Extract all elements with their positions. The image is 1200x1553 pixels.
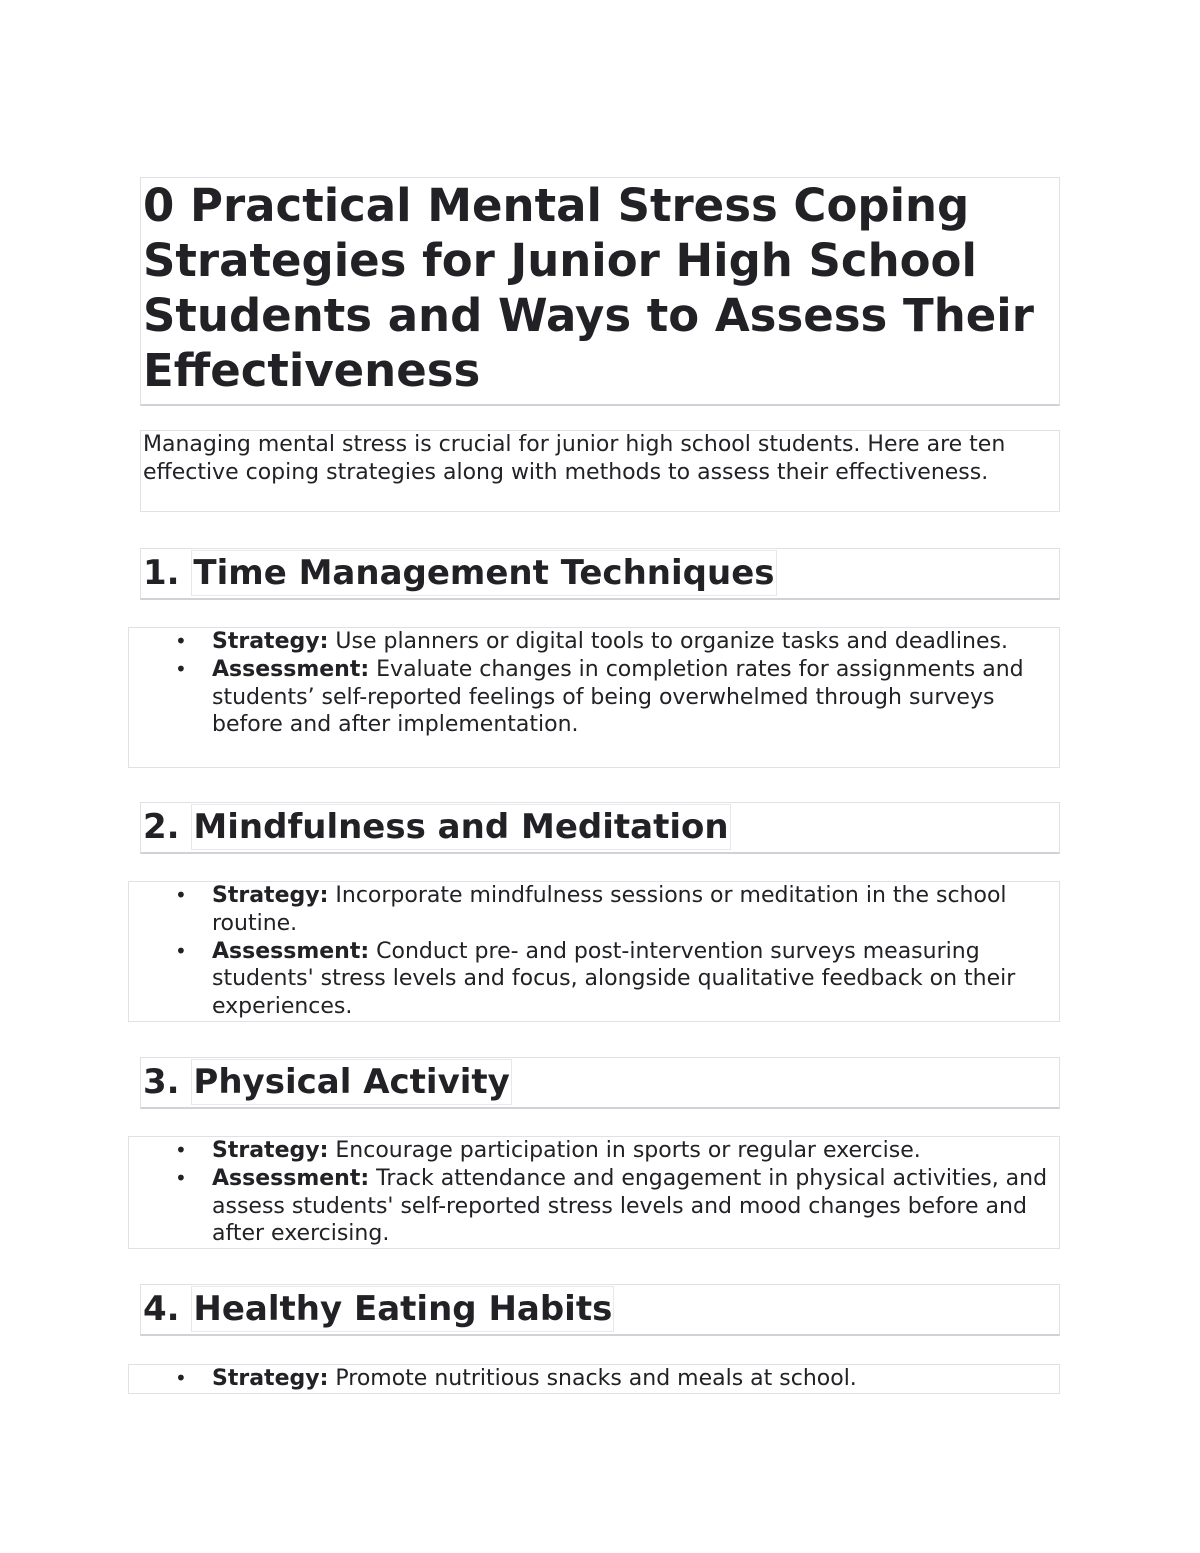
item-text: Promote nutritious snacks and meals at school. bbox=[328, 1366, 857, 1391]
intro-paragraph: Managing mental stress is crucial for junior high school students. Here are ten effective coping strategies along with methods to assess their effectiveness. bbox=[143, 432, 1006, 485]
intro-block bbox=[140, 430, 1060, 512]
bullet-icon: • bbox=[175, 1138, 187, 1162]
item-text: Evaluate changes in completion rates for assignments and students’ self-reported feelings of being overwhelmed through surveys before and after implementation. bbox=[212, 656, 1024, 738]
bullet-icon: • bbox=[175, 883, 187, 907]
list-item bbox=[129, 1365, 1059, 1393]
section-heading-2 bbox=[140, 802, 1060, 854]
section-title: Time Management Techniques bbox=[191, 550, 776, 596]
item-text: Track attendance and engagement in physical activities, and assess students' self-reported stress levels and mood changes before and after exercising. bbox=[212, 1165, 1048, 1247]
item-label: Strategy: bbox=[212, 1366, 329, 1391]
title-block bbox=[140, 177, 1060, 406]
section-list-4 bbox=[128, 1364, 1060, 1394]
item-text: Encourage participation in sports or regular exercise. bbox=[328, 1138, 921, 1163]
section-heading-1 bbox=[140, 548, 1060, 600]
page-title: 0 Practical Mental Stress Coping Strategies for Junior High School Students and Ways to Assess Their Effectiveness bbox=[143, 179, 1034, 397]
list-item bbox=[129, 1165, 1059, 1248]
item-label: Strategy: bbox=[212, 1138, 329, 1163]
list-item bbox=[129, 882, 1059, 938]
section-number: 4. bbox=[143, 1289, 180, 1329]
section-title: Physical Activity bbox=[191, 1059, 511, 1105]
section-number: 3. bbox=[143, 1062, 180, 1102]
list-item bbox=[129, 938, 1059, 1021]
item-text: Incorporate mindfulness sessions or meditation in the school routine. bbox=[212, 883, 1007, 936]
list-item bbox=[129, 656, 1059, 739]
item-label: Strategy: bbox=[212, 883, 329, 908]
item-label: Strategy: bbox=[212, 629, 329, 654]
bullet-icon: • bbox=[175, 1366, 187, 1390]
section-number: 1. bbox=[143, 553, 180, 593]
section-list-1 bbox=[128, 627, 1060, 768]
list-item bbox=[129, 1137, 1059, 1165]
item-label: Assessment: bbox=[212, 938, 370, 964]
section-list-2 bbox=[128, 881, 1060, 1022]
bullet-icon: • bbox=[175, 1165, 187, 1190]
item-text: Use planners or digital tools to organize tasks and deadlines. bbox=[328, 629, 1008, 654]
bullet-icon: • bbox=[175, 629, 187, 653]
section-heading-3 bbox=[140, 1057, 1060, 1109]
item-label: Assessment: bbox=[212, 1165, 370, 1191]
bullet-icon: • bbox=[175, 656, 187, 681]
section-title: Healthy Eating Habits bbox=[191, 1286, 614, 1332]
bullet-icon: • bbox=[175, 938, 187, 963]
list-item bbox=[129, 628, 1059, 656]
section-list-3 bbox=[128, 1136, 1060, 1249]
section-title: Mindfulness and Meditation bbox=[191, 804, 730, 850]
item-text: Conduct pre- and post-intervention surveys measuring students' stress levels and focus, alongside qualitative feedback on their experiences. bbox=[212, 938, 1016, 1020]
section-heading-4 bbox=[140, 1284, 1060, 1336]
item-label: Assessment: bbox=[212, 656, 370, 682]
section-number: 2. bbox=[143, 807, 180, 847]
